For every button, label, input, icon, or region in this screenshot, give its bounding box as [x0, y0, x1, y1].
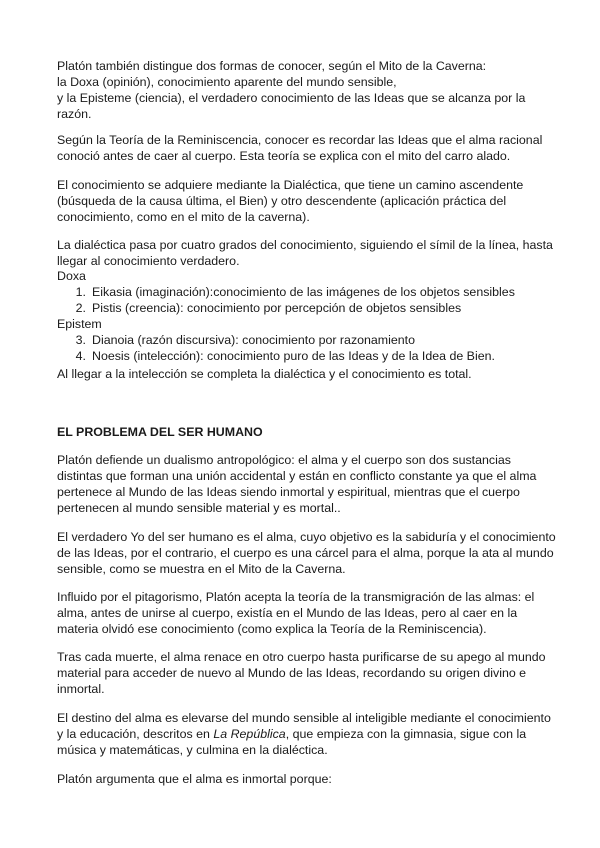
paragraph-destino	[57, 710, 557, 758]
list-item	[57, 284, 557, 300]
paragraph-line: y la Episteme (ciencia), el verdadero conocimiento de las Ideas que se alcanza por la razón.	[57, 91, 526, 121]
list-item-text: Pistis (creencia): conocimiento por percepción de objetos sensibles	[92, 301, 462, 315]
list-number: 4.	[75, 349, 86, 363]
section-heading: EL PROBLEMA DEL SER HUMANO	[57, 425, 263, 439]
book-title: La República	[213, 727, 286, 741]
text-fragment: , que empieza con la gimnasia, sigue con la música y matemáticas, y culmina en la dialéctica.	[57, 727, 527, 757]
list-number: 3.	[75, 333, 86, 347]
paragraph-renacimiento: Tras cada muerte, el alma renace en otro cuerpo hasta purificarse de su apego al mundo material para acceder de nuevo al Mundo de las Ideas, recordando su origen divino e inmortal.	[57, 650, 546, 696]
paragraph-line: la Doxa (opinión), conocimiento aparente del mundo sensible,	[57, 75, 397, 89]
paragraph-interseccion: Al llegar a la intelección se completa la dialéctica y el conocimiento es total.	[57, 367, 472, 381]
paragraph-line: Platón también distingue dos formas de conocer, según el Mito de la Caverna:	[57, 59, 487, 73]
paragraph-grados: La dialéctica pasa por cuatro grados del conocimiento, siguiendo el símil de la línea, hasta llegar al conocimiento verdadero.	[57, 238, 553, 268]
label-doxa: Doxa	[57, 269, 86, 283]
list-item	[57, 332, 557, 348]
paragraph-reminiscencia: Según la Teoría de la Reminiscencia, conocer es recordar las Ideas que el alma racional conoció antes de caer al cuerpo. Esta teoría se explica con el mito del carro alado.	[57, 133, 543, 163]
episteme-list	[57, 332, 557, 364]
list-item-text: Eikasia (imaginación):conocimiento de las imágenes de los objetos sensibles	[92, 285, 515, 299]
doxa-list	[57, 284, 557, 316]
label-episteme: Epistem	[57, 317, 102, 331]
list-item-text: Noesis (intelección): conocimiento puro de las Ideas y de la Idea de Bien.	[92, 349, 495, 363]
paragraph-pitagorismo: Influido por el pitagorismo, Platón acepta la teoría de la transmigración de las almas: el alma, antes de unirse al cuerpo, existía en el Mundo de las Ideas, pero al caer en la materia olvidó ese conocimiento (como explica la Teoría de la Reminiscencia).	[57, 590, 535, 636]
paragraph-verdadero-yo: El verdadero Yo del ser humano es el alma, cuyo objetivo es la sabiduría y el conocimiento de las Ideas, por el contrario, el cuerpo es una cárcel para el alma, porque la ata al mundo sensible, como se muestra en el Mito de la Caverna.	[57, 530, 556, 576]
list-item	[57, 300, 557, 316]
list-number: 2.	[75, 301, 86, 315]
list-item-text: Dianoia (razón discursiva): conocimiento por razonamiento	[92, 333, 415, 347]
text-fragment: El destino del alma es elevarse del mundo sensible al inteligible mediante el conocimiento y la educación, descritos en	[57, 711, 551, 741]
paragraph-dualismo: Platón defiende un dualismo antropológico: el alma y el cuerpo son dos sustancias distintas que forman una unión accidental y están en conflicto constante ya que el alma pertenece al Mundo de las Ideas siendo inmortal y espiritual, mientras que el cuerpo pertenecen al mundo sensible material y es mortal..	[57, 453, 537, 515]
paragraph-inmortal: Platón argumenta que el alma es inmortal porque:	[57, 772, 332, 786]
paragraph-dialectica: El conocimiento se adquiere mediante la Dialéctica, que tiene un camino ascendente (búsqueda de la causa última, el Bien) y otro descendente (aplicación práctica del conocimiento, como en el mito de la caverna).	[57, 178, 524, 224]
list-item	[57, 348, 557, 364]
list-number: 1.	[75, 285, 86, 299]
paragraph-two-forms	[57, 58, 557, 122]
